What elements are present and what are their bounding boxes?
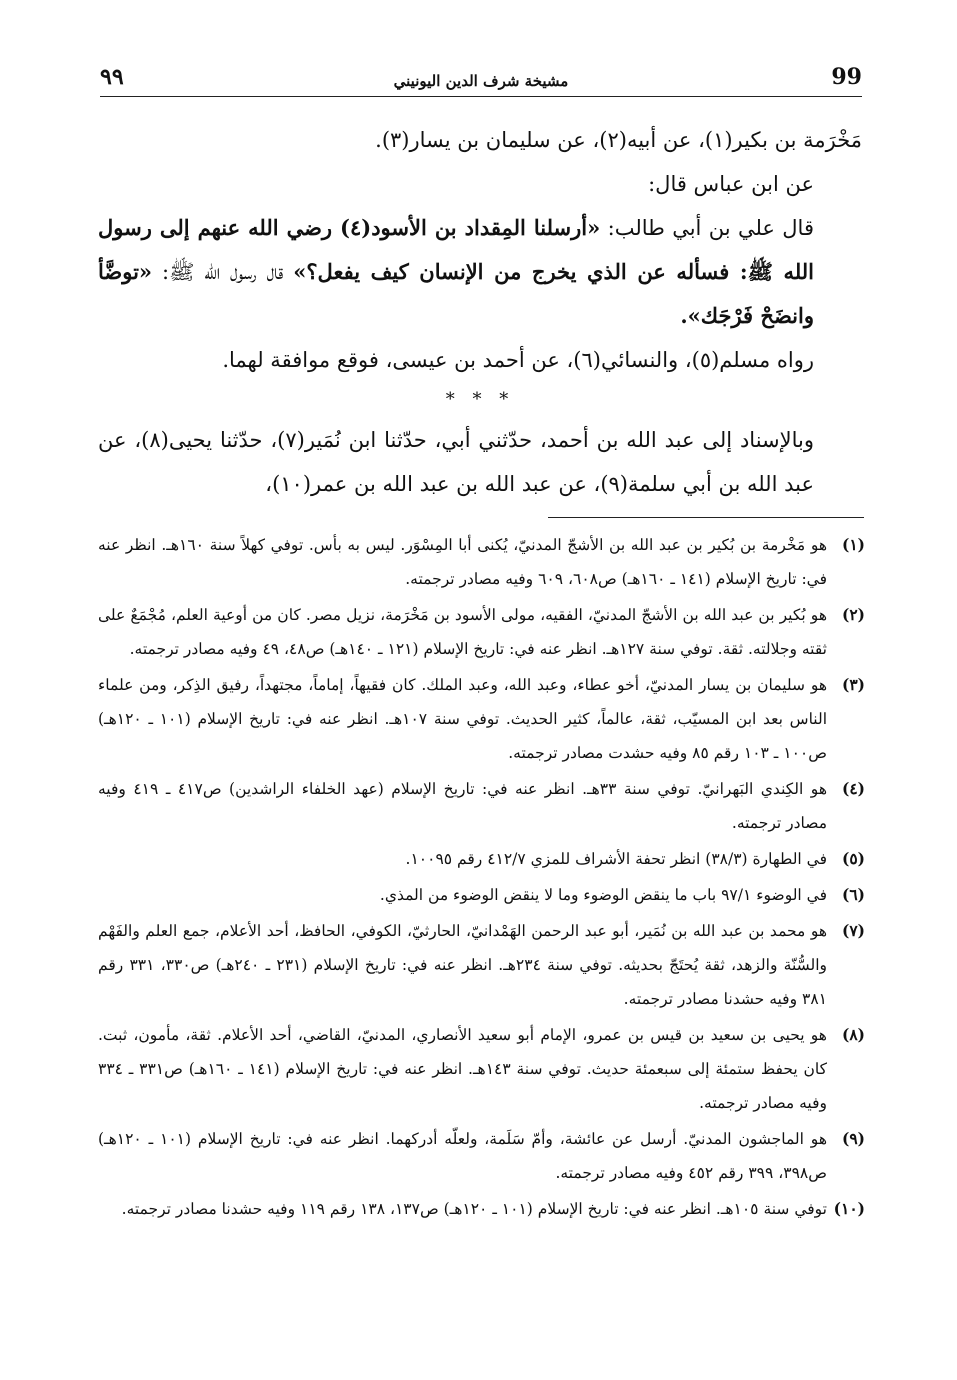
footnote-number: (٣)	[841, 675, 865, 694]
footnote-text: هو محمد بن عبد الله بن نُمَير، أبو عبد الرحمن الهَمْدانيّ، الحارثيّ، الكوفي، الحافظ، أحد الأعلام، جمع العلم والفَهْم والسُّنّة والزهد، ثقة يُحتَجّ بحديثه. توفي سنة ٢٣٤هـ. انظر عنه في: تاريخ الإسلام (٢٣١ ـ ٢٤٠هـ) ص٣٣٠، ٣٣١ رقم ٣٨١ وفيه حشدنا مصادر ترجمته.	[98, 922, 827, 1008]
footnote-number: (١٠)	[833, 1199, 865, 1218]
footnote-number: (١)	[841, 535, 865, 554]
page-number-latin: 99	[831, 64, 862, 90]
hadith-intro: قال علي بن أبي طالب:	[600, 216, 814, 240]
footnote-1	[98, 528, 865, 596]
hadith-answer: «توضَّأ وانضَحْ فَرْجَك».	[98, 259, 814, 328]
footnote-text: هو بُكير بن عبد الله بن الأشجّ المدنيّ، الفقيه، مولى الأسود بن مَخْرَمة، نزيل مصر. كان من أوعية العلم، مُجْمَعٌ على ثقته وجلالته. ثقة. توفي سنة ١٢٧هـ. انظر عنه في: تاريخ الإسلام (١٢١ ـ ١٤٠هـ) ص٤٨، ٤٩ وفيه مصادر ترجمته.	[98, 606, 827, 658]
footnote-number: (٥)	[841, 849, 865, 868]
footnote-6	[98, 878, 865, 912]
main-line-2: عن ابن عباس قال:	[648, 172, 814, 196]
main-text	[98, 118, 862, 506]
footnote-number: (٢)	[841, 605, 865, 624]
footnote-text: هو مَخْرمة بن بُكير بن عبد الله بن الأشجّ المدنيّ، يُكنى أبا المِسْوَر. ليس به بأس. توفي كهلاً سنة ١٦٠هـ. انظر عنه في: تاريخ الإسلام (١٤١ ـ ١٦٠هـ) ص٦٠٨، ٦٠٩ وفيه مصادر ترجمته.	[98, 536, 828, 588]
footnote-text: في الوضوء ٩٧/١ باب ما ينقض الوضوء وما لا ينقض الوضوء من المذي.	[379, 886, 827, 904]
footnote-number: (٩)	[841, 1129, 865, 1148]
footnotes	[98, 528, 865, 1228]
footnote-number: (٧)	[841, 921, 865, 940]
hadith-mid: قال رسول الله ﷺ:	[152, 260, 294, 284]
main-line-4: رواه مسلم(٥)، والنسائي(٦)، عن أحمد بن عيسى، فوقع موافقة لهما.	[222, 348, 814, 372]
footnote-text: هو سليمان بن يسار المدنيّ، أخو عطاء، وعبد الله، وعبد الملك. كان فقيهاً، إماماً، مجتهداً، رفيق الذِكر، ومن علماء الناس بعد ابن المسيّب، ثقة، عالماً، كثير الحديث. توفي سنة ١٠٧هـ. انظر عنه في: تاريخ الإسلام (١٠١ ـ ١٢٠هـ) ص١٠٠ ـ ١٠٣ رقم ٨٥ وفيه حشدت مصادر ترجمته.	[98, 676, 828, 762]
footnote-8	[98, 1018, 865, 1120]
footnote-number: (٤)	[841, 779, 865, 798]
footnote-number: (٦)	[841, 885, 865, 904]
footnote-9	[98, 1122, 865, 1190]
page-header	[100, 62, 862, 97]
footnote-text: هو يحيى بن سعيد بن قيس بن عمرو، الإمام أبو سعيد الأنصاري، المدنيّ، القاضي، أحد الأعلام. ثقة، مأمون، ثبت. كان يحفظ ستمئة إلى سبعمئة حديث. توفي سنة ١٤٣هـ. انظر عنه في: تاريخ الإسلام (١٤١ ـ ١٦٠هـ) ص٣٣١ ـ ٣٣٤ وفيه مصادر ترجمته.	[98, 1026, 827, 1112]
page-number-arabic: ٩٩	[100, 64, 124, 90]
footnote-text: هو الكِندي البَهرانيّ. توفي سنة ٣٣هـ. انظر عنه في: تاريخ الإسلام (عهد الخلفاء الراشدين) ص٤١٧ ـ ٤١٩ وفيه مصادر ترجمته.	[98, 780, 827, 832]
section-divider: * * *	[445, 389, 515, 410]
main-line-5: وبالإسناد إلى عبد الله بن أحمد، حدّثني أبي، حدّثنا ابن نُمَير(٧)، حدّثنا يحيى(٨)، عن عبد الله بن أبي سلمة(٩)، عن عبد الله بن عبد الله بن عمر(١٠)،	[98, 428, 814, 496]
main-line-1: مَخْرَمة بن بكير(١)، عن أبيه(٢)، عن سليمان بن يسار(٣).	[375, 128, 862, 152]
hadith-quote: «أرسلنا المِقداد بن الأسود(٤) رضي الله عنهم إلى رسول الله ﷺ: فسأله عن الذي يخرج من الإنسان كيف يفعل؟»	[98, 215, 815, 284]
footnote-text: توفي سنة ١٠٥هـ. انظر عنه في: تاريخ الإسلام (١٠١ ـ ١٢٠هـ) ص١٣٧، ١٣٨ رقم ١١٩ وفيه حشدنا مصادر ترجمته.	[121, 1200, 827, 1218]
footnote-text: في الطهارة (٣٨/٣) انظر تحفة الأشراف للمزي ٤١٢/٧ رقم ١٠٠٩٥.	[405, 850, 827, 868]
footnote-number: (٨)	[841, 1025, 865, 1044]
footnote-4	[98, 772, 865, 840]
footnote-3	[98, 668, 865, 770]
footnote-5	[98, 842, 865, 876]
hadith-paragraph	[98, 206, 862, 338]
footnote-10	[98, 1192, 865, 1226]
footnote-separator	[548, 517, 864, 518]
footnote-7	[98, 914, 865, 1016]
running-title: مشيخة شرف الدين اليونيني	[393, 72, 569, 90]
footnote-text: هو الماجشون المدنيّ. أرسل عن عائشة، وأمّ سَلَمة، ولعلّه أدركهما. انظر عنه في: تاريخ الإسلام (١٠١ ـ ١٢٠هـ) ص٣٩٨، ٣٩٩ رقم ٤٥٢ وفيه مصادر ترجمته.	[98, 1130, 827, 1182]
footnote-2	[98, 598, 865, 666]
